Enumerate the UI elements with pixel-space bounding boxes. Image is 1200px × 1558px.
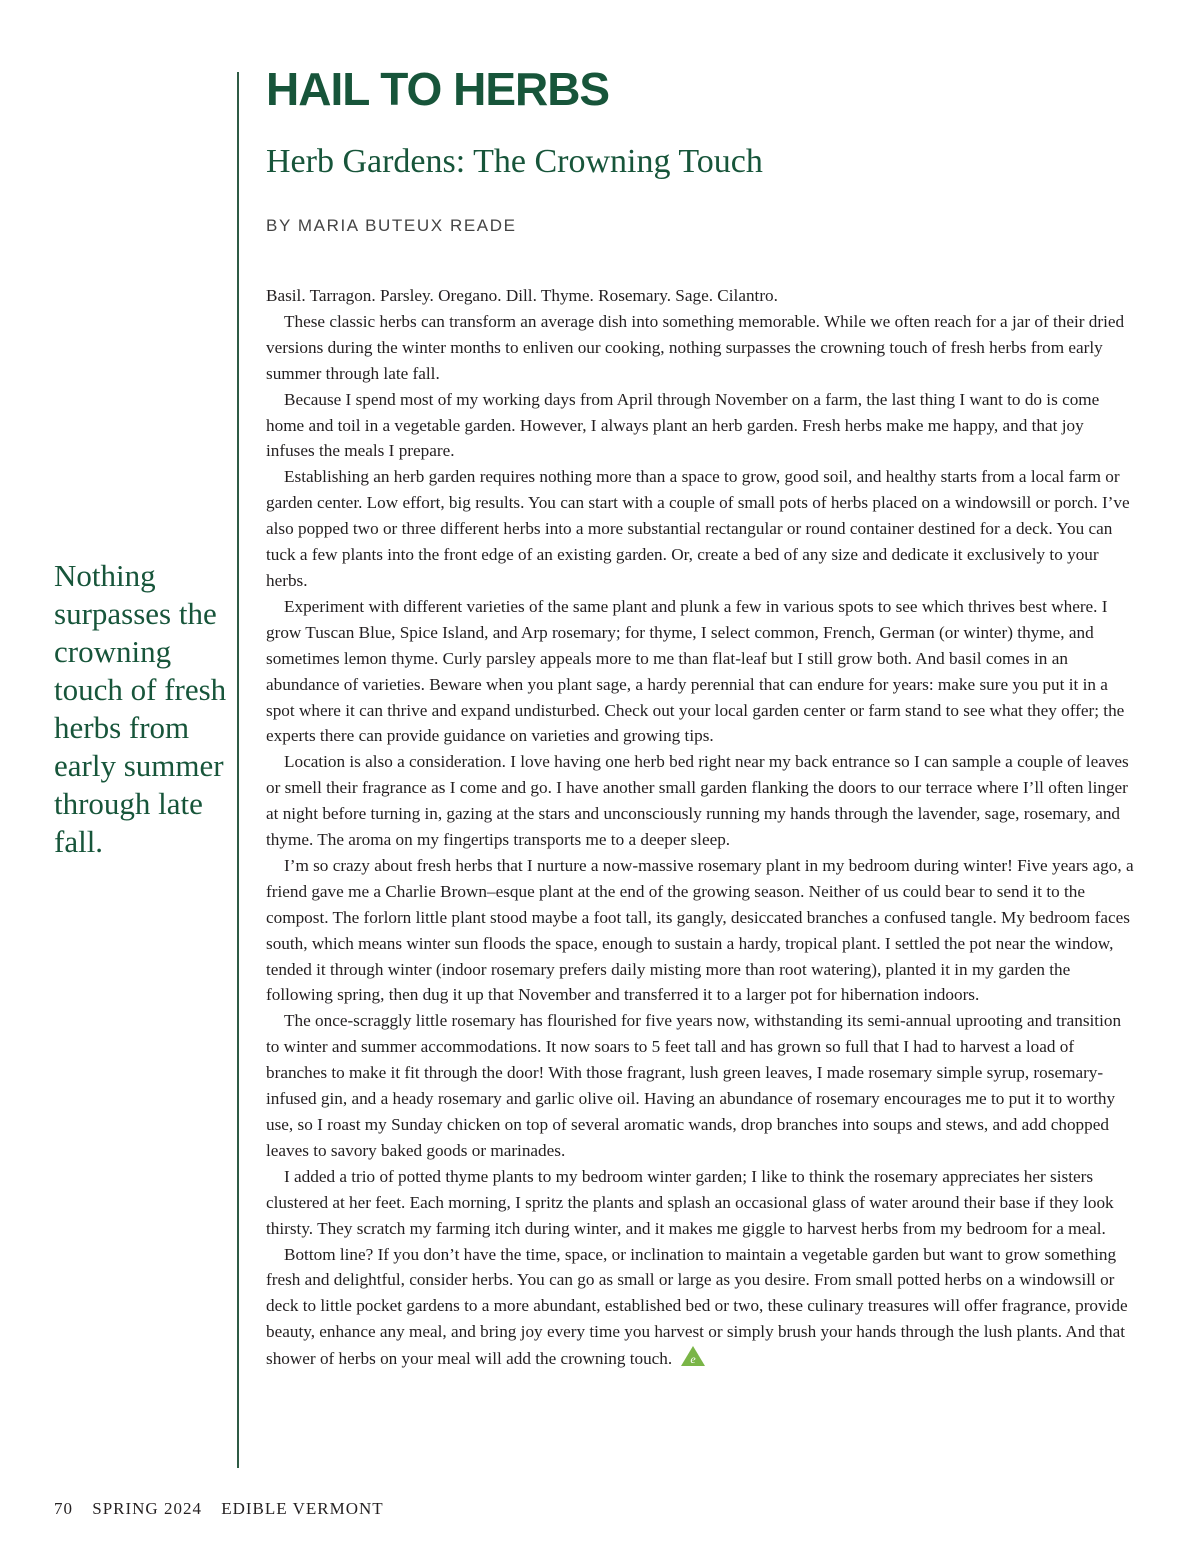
article-paragraph: The once-scraggly little rosemary has flourished for five years now, withstanding its semi-annual uprooting and transition to winter and summer accommodations. It now soars to 5 feet tall and has grown so full that I had to harvest a load of branches to make it fit through the door! With those fragrant, lush green leaves, I made rosemary simple syrup, rosemary-infused gin, and a heady rosemary and garlic olive oil. Having an abundance of rosemary encourages me to put it to worthy use, so I roast my Sunday chicken on top of several aromatic wands, drop branches into soups and stews, and add chopped leaves to savory baked goods or marinades. xyxy=(266,1011,1122,1160)
article-title: HAIL TO HERBS xyxy=(266,63,610,115)
byline: BY MARIA BUTEUX READE xyxy=(266,216,517,235)
article-paragraph: I added a trio of potted thyme plants to my bedroom winter garden; I like to think the rosemary appreciates her sisters clustered at her feet. Each morning, I spritz the plants and splash an occasional glass of water around their base if they look thirsty. They scratch my farming itch during winter, and it makes me giggle to harvest herbs from my bedroom for a meal. xyxy=(266,1166,1114,1238)
vertical-divider xyxy=(237,72,239,1468)
article-paragraph: Experiment with different varieties of the same plant and plunk a few in various spots to see which thrives best where. I grow Tuscan Blue, Spice Island, and Arp rosemary; for thyme, I select common, French, German (or winter) thyme, and sometimes lemon thyme. Curly parsley appeals more to me than flat-leaf but I still grow both. And basil comes in an abundance of varieties. Beware when you plant sage, a hardy perennial that can endure for years: make sure you put it in a spot where it can thrive and expand undisturbed. Check out your local garden center or farm stand to see what they offer; the experts there can provide guidance on varieties and growing tips. xyxy=(266,596,1125,746)
article-paragraph: These classic herbs can transform an average dish into something memorable. While we often reach for a jar of their dried versions during the winter months to enliven our cooking, nothing surpasses the crowning touch of fresh herbs from early summer through late fall. xyxy=(266,311,1125,383)
article-body xyxy=(266,283,1136,1372)
article-paragraph: Basil. Tarragon. Parsley. Oregano. Dill. Thyme. Rosemary. Sage. Cilantro. xyxy=(266,286,778,305)
edible-logo-icon xyxy=(680,1345,706,1367)
publication-name: EDIBLE VERMONT xyxy=(221,1499,384,1518)
article-paragraph-last xyxy=(266,1242,1136,1373)
page-number: 70 xyxy=(54,1499,73,1518)
issue-label: SPRING 2024 xyxy=(92,1499,202,1518)
pull-quote: Nothing surpasses the crowning touch of fresh herbs from early summer through late fall. xyxy=(54,558,227,859)
article-subtitle: Herb Gardens: The Crowning Touch xyxy=(266,143,763,180)
article-paragraph: Because I spend most of my working days from April through November on a farm, the last thing I want to do is come home and toil in a vegetable garden. However, I always plant an herb garden. Fresh herbs make me happy, and that joy infuses the meals I prepare. xyxy=(266,389,1100,461)
article-paragraph: I’m so crazy about fresh herbs that I nurture a now-massive rosemary plant in my bedroom during winter! Five years ago, a friend gave me a Charlie Brown–esque plant at the end of the growing season. Neither of us could bear to send it to the compost. The forlorn little plant stood maybe a foot tall, its gangly, desiccated branches a confused tangle. My bedroom faces south, which means winter sun floods the space, enough to sustain a hardy, tropical plant. I settled the pot near the window, tended it through winter (indoor rosemary prefers daily misting more than root watering), planted it in my garden the following spring, then dug it up that November and transferred it to a larger pot for hibernation indoors. xyxy=(266,855,1134,1005)
article-paragraph: Location is also a consideration. I love having one herb bed right near my back entrance so I can sample a couple of leaves or smell their fragrance as I come and go. I have another small garden flanking the doors to our terrace where I’ll often linger at night before turning in, gazing at the stars and unconsciously running my hands through the lavender, sage, rosemary, and thyme. The aroma on my fingertips transports me to a deeper sleep. xyxy=(266,752,1129,850)
article-paragraph: Establishing an herb garden requires nothing more than a space to grow, good soil, and healthy starts from a local farm or garden center. Low effort, big results. You can start with a couple of small pots of herbs placed on a windowsill or porch. I’ve also popped two or three different herbs into a more substantial rectangular or round container destined for a deck. You can tuck a few plants into the front edge of an existing garden. Or, create a bed of any size and dedicate it exclusively to your herbs. xyxy=(266,467,1130,590)
end-mark-letter: e xyxy=(690,1352,696,1367)
page-footer xyxy=(54,1499,398,1519)
article-paragraph-text: Bottom line? If you don’t have the time, space, or inclination to maintain a vegetable garden but want to grow something fresh and delightful, consider herbs. You can go as small or large as you desire. From small potted herbs on a windowsill or deck to little pocket gardens to a more abundant, established bed or two, these culinary treasures will offer fragrance, provide beauty, enhance any meal, and bring joy every time you harvest or simply brush your hands through the lush plants. And that shower of herbs on your meal will add the crowning touch. xyxy=(266,1244,1128,1369)
